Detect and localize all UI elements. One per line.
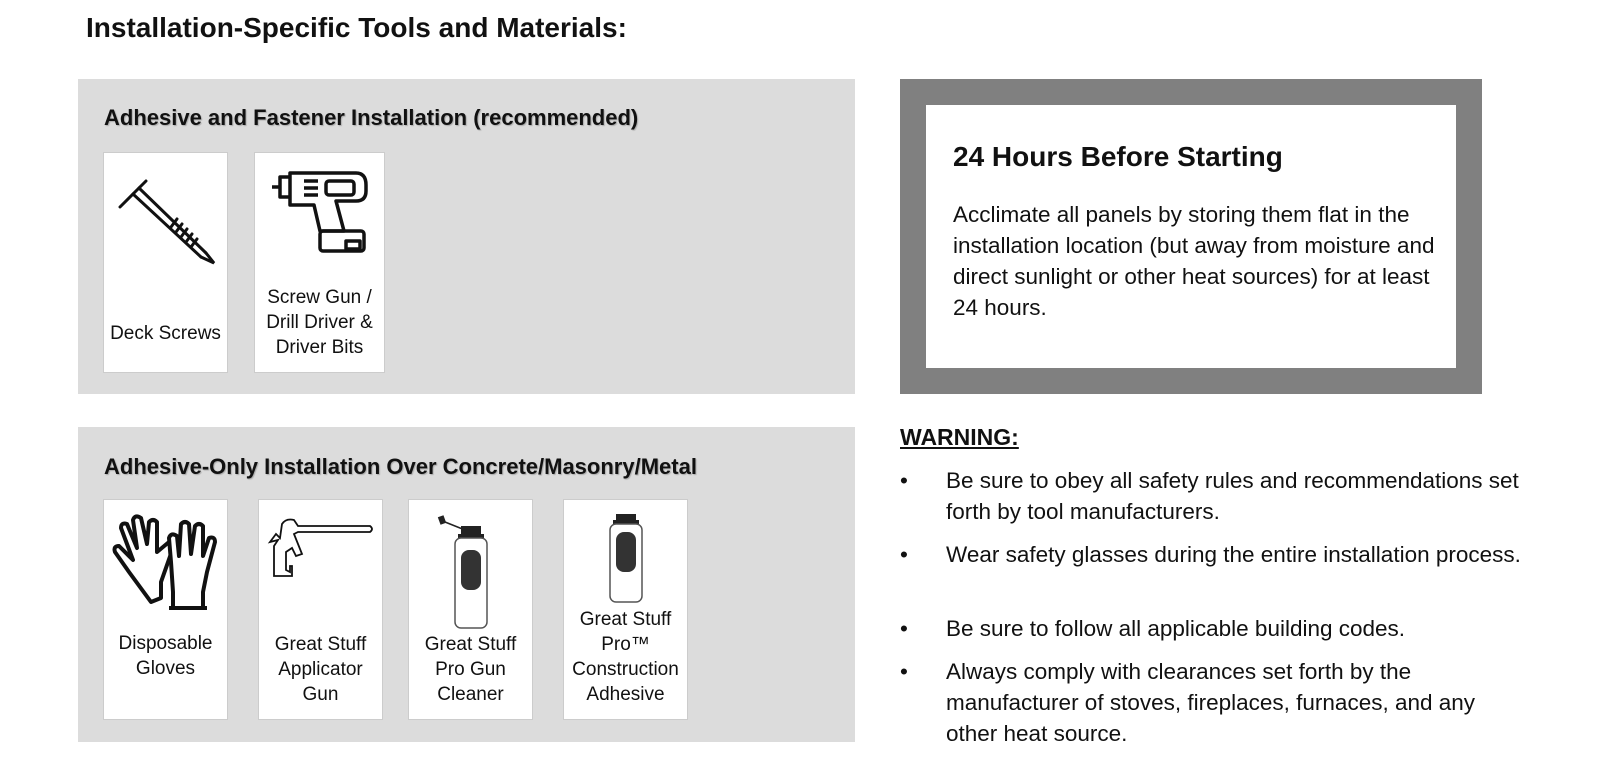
item-card-drill — [254, 152, 385, 373]
cleaner-can-icon — [431, 512, 511, 632]
bullet: • — [900, 659, 908, 684]
item-card-gun-cleaner — [408, 499, 533, 720]
panel-heading: Adhesive-Only Installation Over Concrete/Masonry/Metal — [104, 454, 697, 479]
item-label: Great Stuff Pro Gun Cleaner — [424, 634, 517, 705]
warning-text: Wear safety glasses during the entire installation process. — [946, 542, 1521, 567]
warning-text: Be sure to obey all safety rules and recommendations set forth by tool manufacturers. — [946, 468, 1519, 524]
item-card-applicator-gun — [258, 499, 383, 720]
item-label: Great Stuff Pro™ Construction Adhesive — [572, 609, 679, 705]
item-label: Screw Gun / Drill Driver & Driver Bits — [266, 287, 373, 358]
warning-text: Always comply with clearances set forth by the manufacturer of stoves, fireplaces, furnaces, and any other heat source. — [946, 659, 1476, 746]
warning-text: Be sure to follow all applicable building codes. — [946, 616, 1406, 641]
gloves-icon — [111, 512, 221, 612]
item-card-deck-screws — [103, 152, 228, 373]
notice-body: Acclimate all panels by storing them flat in the installation location (but away from moisture and direct sunlight or other heat sources) for at least 24 hours. — [953, 202, 1435, 320]
item-label: Deck Screws — [110, 323, 221, 344]
drill-icon — [270, 165, 370, 255]
screw-icon — [116, 165, 216, 275]
item-card-gloves — [103, 499, 228, 720]
item-label: Disposable Gloves — [118, 633, 213, 679]
bullet: • — [900, 468, 908, 493]
page-title: Installation-Specific Tools and Materials: — [86, 12, 627, 43]
foam-gun-icon — [266, 512, 376, 612]
bullet: • — [900, 616, 908, 641]
item-card-construction-adhesive — [563, 499, 688, 720]
notice-box — [900, 79, 1482, 394]
adhesive-can-icon — [586, 512, 666, 612]
bullet: • — [900, 542, 908, 567]
notice-title: 24 Hours Before Starting — [953, 141, 1283, 172]
panel-heading: Adhesive and Fastener Installation (recommended) — [104, 105, 639, 130]
warning-heading: WARNING: — [900, 424, 1019, 450]
adhesive-fastener-panel — [78, 79, 855, 394]
item-label: Great Stuff Applicator Gun — [274, 634, 367, 705]
adhesive-only-panel — [78, 427, 855, 742]
